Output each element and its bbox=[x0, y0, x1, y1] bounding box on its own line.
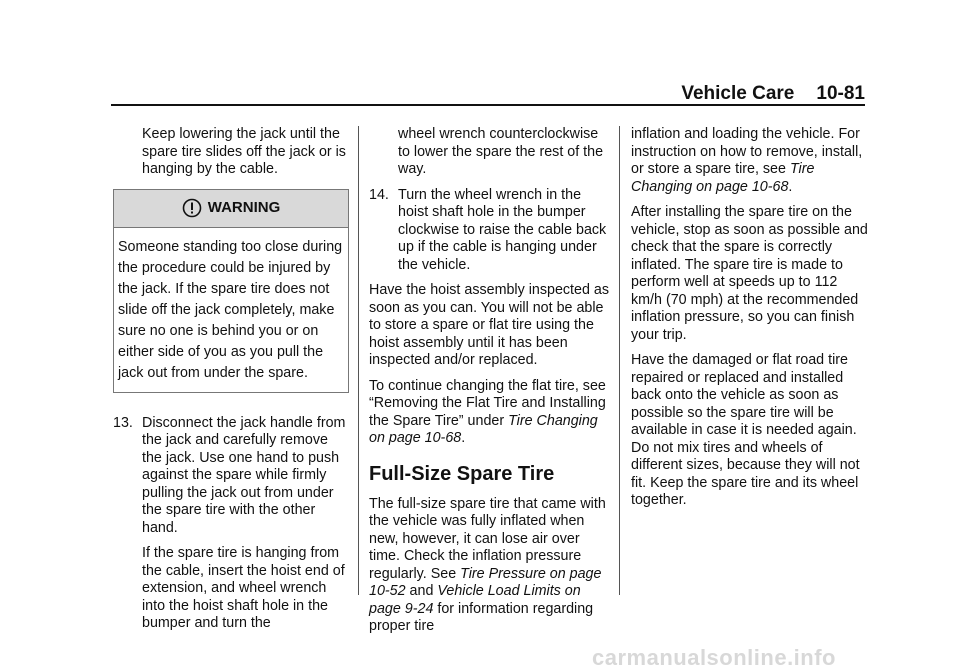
column-divider bbox=[358, 126, 359, 595]
column-divider bbox=[619, 126, 620, 595]
warning-title: WARNING bbox=[207, 199, 281, 217]
paragraph-text: and bbox=[405, 583, 438, 599]
warning-icon bbox=[182, 198, 202, 218]
paragraph-text: . bbox=[788, 178, 793, 195]
paragraph: After installing the spare tire on the vehicle, stop as soon as possible and check that the spare is correctly inflated. The spare tire is made to perform well at speeds up to 112 km/h (70 mph) at the recommended inflation pressure, so you can finish your trip. bbox=[631, 204, 868, 343]
step-number: 14. bbox=[369, 186, 389, 203]
paragraph-text: for information regarding proper tire bbox=[369, 600, 594, 634]
paragraph bbox=[631, 126, 871, 196]
warning-header bbox=[114, 190, 348, 228]
paragraph bbox=[369, 378, 609, 448]
cross-reference-link[interactable]: Tire Changing on page 10-68 bbox=[369, 412, 598, 446]
cross-reference-link[interactable]: Tire Pressure on page 10-52 bbox=[369, 565, 602, 599]
step-text: Disconnect the jack handle from the jack and carefully remove the jack. Use one hand to push against the spare while firmly pulling the jack out from under the spare tire with the other hand. bbox=[142, 414, 346, 536]
cross-reference-link[interactable]: Tire Changing on page 10-68 bbox=[631, 161, 815, 195]
section-title: Vehicle Care bbox=[681, 83, 795, 104]
page-header bbox=[111, 84, 865, 104]
cross-reference-link[interactable]: Vehicle Load Limits on page 9-24 bbox=[369, 583, 581, 617]
step-14 bbox=[369, 187, 609, 275]
watermark: carmanualsonline.info bbox=[592, 645, 836, 670]
column-1 bbox=[113, 126, 349, 641]
paragraph: Have the hoist assembly inspected as soon as you can. You will not be able to store a spare or flat tire using the hoist assembly until it has been inspected and/or replaced. bbox=[369, 282, 609, 368]
paragraph bbox=[369, 496, 609, 636]
paragraph-text: To continue changing the flat tire, see “Removing the Flat Tire and Installing the Spare Tire” under bbox=[369, 377, 606, 429]
step-subtext: If the spare tire is hanging from the cable, insert the hoist end of extension, and wheel wrench into the hoist shaft hole in the bumper and turn the bbox=[142, 545, 345, 631]
section-heading: Full-Size Spare Tire bbox=[369, 462, 555, 485]
intro-paragraph: Keep lowering the jack until the spare tire slides off the jack or is hanging by the cable. bbox=[142, 126, 346, 177]
step-number: 13. bbox=[113, 414, 133, 431]
continued-text: wheel wrench counterclockwise to lower the spare the rest of the way. bbox=[398, 126, 604, 177]
step-13 bbox=[113, 415, 349, 633]
column-2 bbox=[369, 126, 609, 644]
page-number: 10-81 bbox=[816, 83, 865, 104]
step-text: Turn the wheel wrench in the hoist shaft hole in the bumper clockwise to raise the cable back up if the cable is hanging under the vehicle. bbox=[398, 186, 607, 273]
paragraph-text: inflation and loading the vehicle. For instruction on how to remove, install, or store a spare tire, see bbox=[631, 126, 863, 177]
warning-box bbox=[113, 189, 349, 393]
header-rule bbox=[111, 104, 865, 106]
warning-text: Someone standing too close during the procedure could be injured by the jack. If the spare tire does not slide off the jack completely, make sure no one is behind you or on either side of you as you pull the jack out from under the spare. bbox=[118, 238, 343, 381]
paragraph-text: The full-size spare tire that came with the vehicle was fully inflated when new, however, it can lose air over time. Check the inflation pressure regularly. See bbox=[369, 495, 606, 582]
column-3 bbox=[631, 126, 871, 518]
paragraph: Have the damaged or flat road tire repaired or replaced and installed back onto the vehicle as soon as possible so the spare tire will be available in case it is needed again. Do not mix tires and wheels of different sizes, because they will not fit. Keep the spare tire and its wheel together. bbox=[631, 352, 860, 508]
paragraph-text: . bbox=[461, 430, 466, 446]
